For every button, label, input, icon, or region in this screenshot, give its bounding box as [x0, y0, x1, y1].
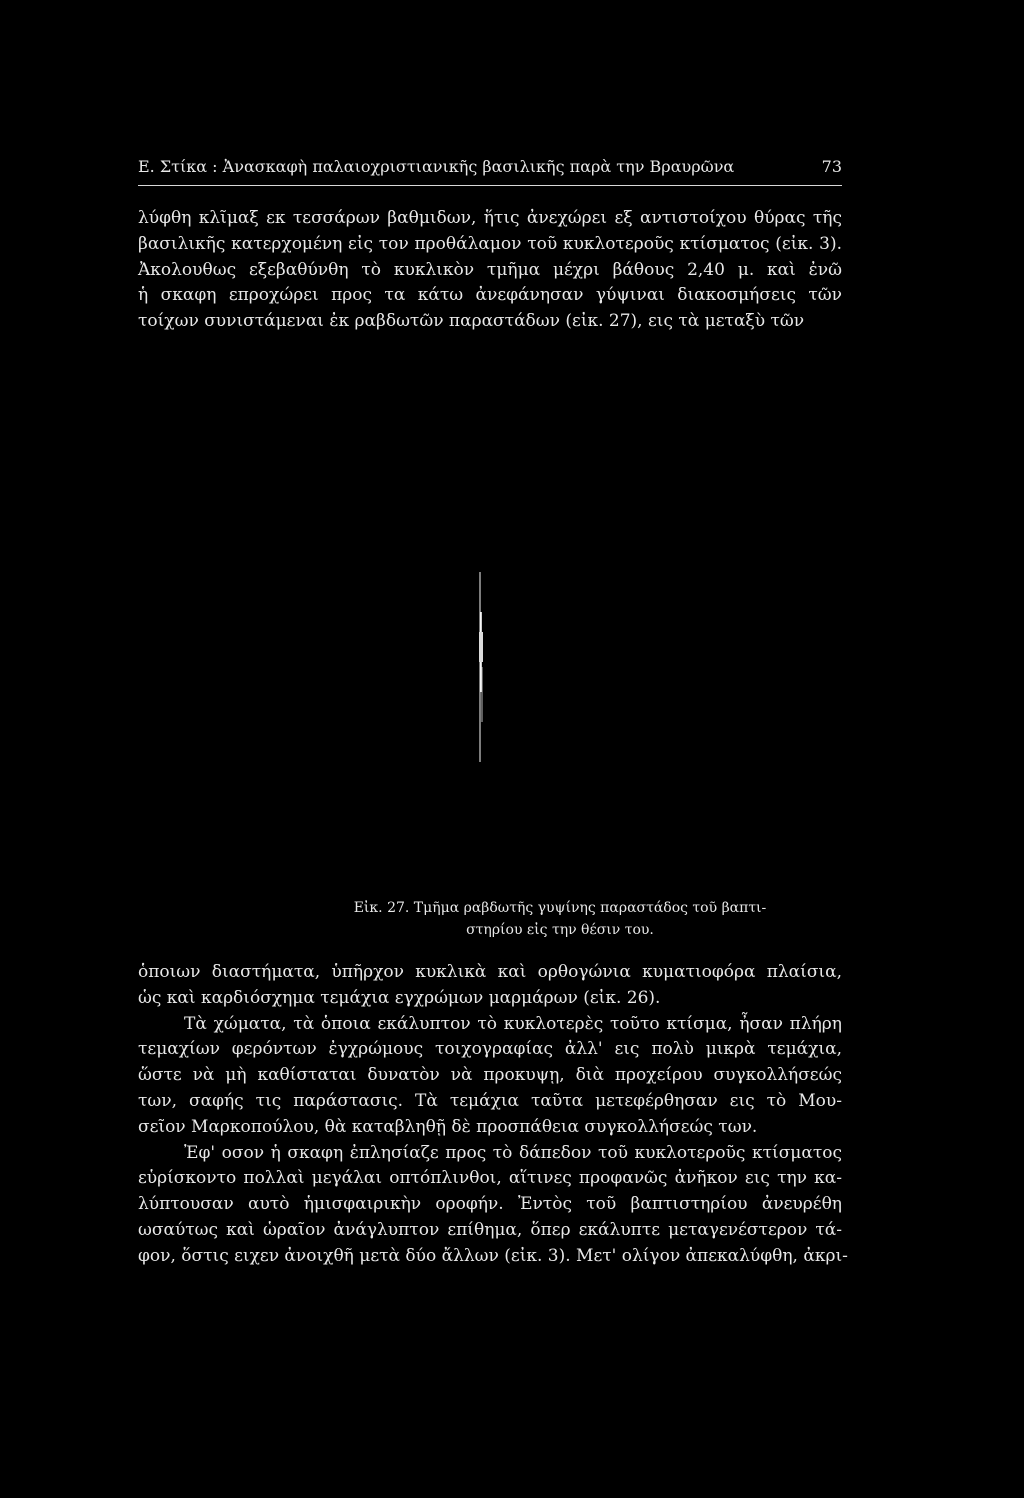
text-line: ὡς καὶ καρδιόσχημα τεμάχια εγχρώμων μαρμάρων (εἰκ. 26). — [138, 987, 661, 1008]
text-line: ὥστε νὰ μὴ καθίσταται δυνατὸν νὰ προκυψῃ, διὰ προχείρου συγκολλήσεώς — [138, 1065, 842, 1086]
text-line: ὁποιων διαστήματα, ὑπῆρχον κυκλικὰ καὶ ορθογώνια κυματιοφόρα πλαίσια, — [138, 962, 842, 982]
figure-caption — [280, 897, 840, 941]
text-line: λύφθη κλῖμαξ εκ τεσσάρων βαθμιδων, ἥτις ἀνεχώρει εξ αντιστοίχου θύρας τῆς — [138, 208, 842, 228]
figure-27-image — [470, 572, 510, 762]
text-line: φον, ὅστις ειχεν ἀνοιχθῆ μετὰ δύο ἄλλων (εἰκ. 3). Μετ' ολίγον ἀπεκαλύφθη, ἀκρι- — [138, 1245, 848, 1266]
text-line: βασιλικῆς κατερχομένη εἰς τον προθάλαμον τοῦ κυκλοτεροῦς κτίσματος (εἰκ. 3). — [138, 233, 842, 254]
text-line: Ἐφ' οσον ἡ σκαφη ἐπλησίαζε προς τὸ δάπεδον τοῦ κυκλοτεροῦς κτίσματος — [184, 1142, 842, 1163]
text-line: ἡ σκαφη επροχώρει προς τα κάτω ἀνεφάνησαν γύψιναι διακοσμήσεις τῶν — [138, 285, 842, 306]
text-line: Ἀκολουθως εξεβαθύνθη τὸ κυκλικὸν τμῆμα μέχρι βάθους 2,40 μ. καὶ ἐνῶ — [138, 259, 842, 280]
text-line: τοίχων συνιστάμεναι ἐκ ραβδωτῶν παραστάδων (εἰκ. 27), εις τὰ μεταξὺ τῶν — [138, 311, 805, 332]
paragraph-bottom — [138, 960, 848, 1270]
caption-line: στηρίου εἰς την θέσιν του. — [466, 922, 654, 938]
header-rule — [138, 185, 842, 186]
running-title: Ε. Στίκα : Ἀνασκαφὴ παλαιοχριστιανικῆς βασιλικῆς παρὰ την Βραυρῶνα — [138, 157, 735, 176]
paragraph-top — [138, 206, 842, 335]
running-header — [138, 156, 842, 178]
text-line: τεμαχίων φερόντων ἐγχρώμους τοιχογραφίας ἀλλ' εις πολὺ μικρὰ τεμάχια, — [138, 1039, 842, 1060]
text-line: ωσαύτως καὶ ὡραῖον ἀνάγλυπτον επίθημα, ὅπερ εκάλυπτε μεταγενέστερον τά- — [138, 1219, 842, 1240]
text-line: των, σαφής τις παράστασις. Τὰ τεμάχια ταῦτα μετεφέρθησαν εις τὸ Μου- — [138, 1090, 842, 1111]
text-line: σεῖον Μαρκοπούλου, θὰ καταβληθῇ δὲ προσπάθεια συγκολλήσεώς των. — [138, 1116, 758, 1137]
text-line: Τὰ χώματα, τὰ ὁποια εκάλυπτον τὸ κυκλοτερὲς τοῦτο κτίσμα, ἦσαν πλήρη — [184, 1013, 842, 1034]
text-line: λύπτουσαν αυτὸ ἡμισφαιρικὴν οροφήν. Ἐντὸς τοῦ βαπτιστηρίου ἀνευρέθη — [138, 1194, 842, 1215]
text-line: εὑρίσκοντο πολλαὶ μεγάλαι οπτόπλινθοι, αἵτινες προφανῶς ἀνῆκον εις την κα- — [138, 1168, 842, 1189]
caption-line: Εἰκ. 27. Τμῆμα ραβδωτῆς γυψίνης παραστάδος τοῦ βαπτι- — [353, 900, 767, 916]
page-number: 73 — [821, 157, 842, 176]
